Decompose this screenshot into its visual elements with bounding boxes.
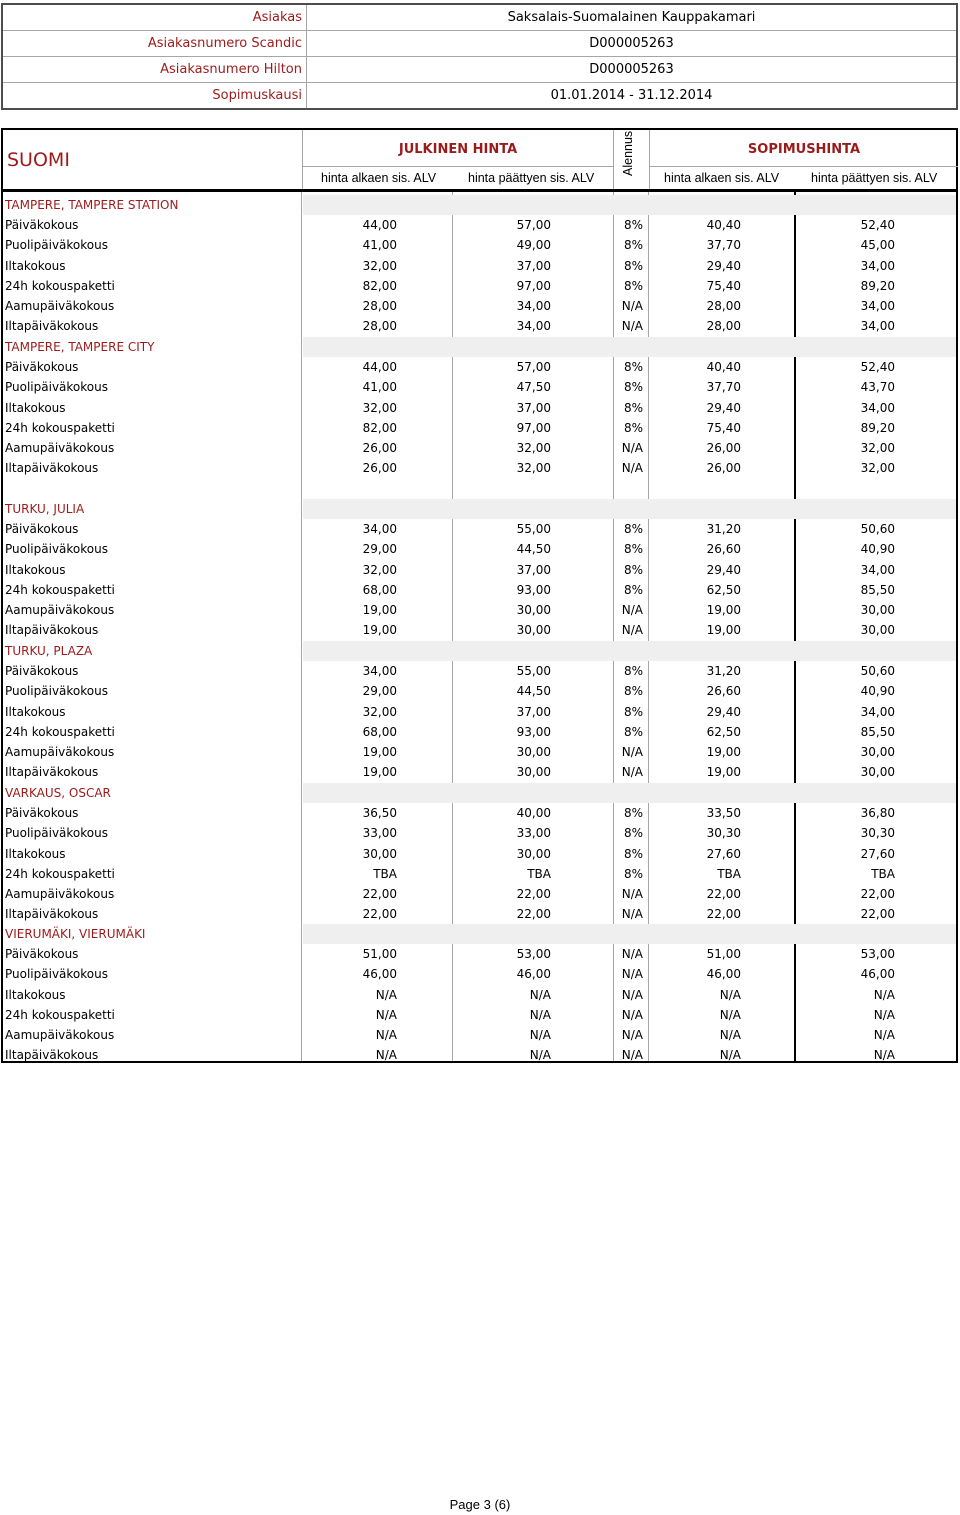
section-title-row bbox=[3, 499, 956, 519]
public-price-from: 19,00 bbox=[362, 745, 397, 759]
public-price-from: 19,00 bbox=[362, 765, 397, 780]
public-price-subheaders bbox=[303, 166, 613, 189]
price-row bbox=[3, 580, 956, 600]
contract-price-to: 32,00 bbox=[860, 441, 895, 455]
price-row bbox=[3, 964, 956, 984]
meeting-type: Aamupäiväkokous bbox=[5, 441, 115, 455]
section-title-row bbox=[3, 783, 956, 803]
contract-price-to: TBA bbox=[871, 866, 895, 881]
contract-price-from: TBA bbox=[717, 866, 741, 881]
contract-price-from: 40,40 bbox=[706, 218, 741, 233]
public-price-to: N/A bbox=[529, 987, 551, 1002]
discount: N/A bbox=[621, 461, 643, 476]
contract-price-subheaders bbox=[650, 166, 958, 189]
public-price-to: 93,00 bbox=[516, 582, 551, 597]
price-row bbox=[3, 458, 956, 478]
contract-price-to: 52,40 bbox=[860, 218, 895, 233]
public-price-to: 57,00 bbox=[516, 360, 551, 375]
public-price-to: 97,00 bbox=[516, 420, 551, 435]
section-title: VIERUMÄKI, VIERUMÄKI bbox=[5, 927, 146, 941]
public-price-from: 44,00 bbox=[362, 218, 397, 233]
discount: N/A bbox=[621, 441, 643, 455]
contract-price-from: 28,00 bbox=[706, 319, 741, 334]
meeting-type: 24h kokouspaketti bbox=[5, 1007, 115, 1022]
contract-price-to: 36,80 bbox=[860, 806, 895, 821]
public-price-to: 33,00 bbox=[516, 826, 551, 841]
public-price-from: 28,00 bbox=[362, 299, 397, 313]
discount: N/A bbox=[621, 623, 643, 638]
public-price-to: 57,00 bbox=[516, 218, 551, 233]
discount: 8% bbox=[623, 664, 643, 679]
contract-price-to: 53,00 bbox=[860, 947, 895, 962]
discount: N/A bbox=[621, 1007, 643, 1022]
discount: 8% bbox=[623, 360, 643, 375]
public-price-to: N/A bbox=[529, 1007, 551, 1022]
meeting-type: Iltakokous bbox=[5, 846, 66, 861]
contract-price-from: 31,20 bbox=[706, 522, 741, 537]
contract-price-from: 33,50 bbox=[706, 806, 741, 821]
contract-price-from: N/A bbox=[719, 987, 741, 1002]
meeting-type: Iltapäiväkokous bbox=[5, 907, 99, 922]
contract-price-to: 85,50 bbox=[860, 724, 895, 739]
public-price-to: 37,00 bbox=[516, 704, 551, 719]
public-price-from: 22,00 bbox=[362, 907, 397, 922]
public-price-to: N/A bbox=[529, 1028, 551, 1042]
price-row bbox=[3, 418, 956, 438]
info-label: Asiakas bbox=[2, 4, 307, 31]
contract-price-to: N/A bbox=[873, 1007, 895, 1022]
contract-price-to: 50,60 bbox=[860, 522, 895, 537]
public-price-from: 19,00 bbox=[362, 603, 397, 617]
meeting-type: Päiväkokous bbox=[5, 664, 79, 679]
public-price-to: 30,00 bbox=[516, 846, 551, 861]
discount: N/A bbox=[621, 745, 643, 759]
public-price-from: 34,00 bbox=[362, 664, 397, 679]
discount: 8% bbox=[623, 380, 643, 395]
section-title-row bbox=[3, 337, 956, 357]
contract-price-from: 31,20 bbox=[706, 664, 741, 679]
meeting-type: Päiväkokous bbox=[5, 218, 79, 233]
contract-price-from: 28,00 bbox=[706, 299, 741, 313]
discount: N/A bbox=[621, 967, 643, 982]
meeting-type: 24h kokouspaketti bbox=[5, 420, 115, 435]
contract-price-from: 27,60 bbox=[706, 846, 741, 861]
public-price-from: 34,00 bbox=[362, 522, 397, 537]
discount: 8% bbox=[623, 278, 643, 293]
contract-price-to: 50,60 bbox=[860, 664, 895, 679]
contract-price-to: 22,00 bbox=[860, 887, 895, 901]
contract-price-from: 30,30 bbox=[706, 826, 741, 841]
price-row bbox=[3, 944, 956, 964]
col-price-to: hinta päättyen sis. ALV bbox=[468, 171, 595, 185]
price-row bbox=[3, 844, 956, 864]
public-price-to: 37,00 bbox=[516, 400, 551, 415]
meeting-type: Iltapäiväkokous bbox=[5, 461, 99, 476]
price-row bbox=[3, 296, 956, 316]
contract-price-to: 30,00 bbox=[860, 623, 895, 638]
meeting-type: Iltapäiväkokous bbox=[5, 765, 99, 780]
price-row bbox=[3, 519, 956, 539]
public-price-from: N/A bbox=[375, 1048, 397, 1063]
contract-price-from: 19,00 bbox=[706, 603, 741, 617]
section-title-row bbox=[3, 924, 956, 944]
section-title: VARKAUS, OSCAR bbox=[5, 786, 111, 800]
public-price-from: N/A bbox=[375, 987, 397, 1002]
price-row bbox=[3, 1005, 956, 1025]
meeting-type: Aamupäiväkokous bbox=[5, 1028, 115, 1042]
country-title: SUOMI bbox=[3, 130, 303, 189]
price-row bbox=[3, 762, 956, 782]
discount: 8% bbox=[623, 238, 643, 253]
price-row bbox=[3, 661, 956, 681]
contract-price-to: 34,00 bbox=[860, 319, 895, 334]
price-row bbox=[3, 884, 956, 904]
section-title: TAMPERE, TAMPERE CITY bbox=[5, 340, 155, 354]
info-row bbox=[2, 57, 957, 83]
meeting-type: Iltakokous bbox=[5, 258, 66, 273]
public-price-from: 29,00 bbox=[362, 542, 397, 557]
public-price-from: 68,00 bbox=[362, 724, 397, 739]
discount-column-header bbox=[614, 130, 650, 189]
price-row bbox=[3, 398, 956, 418]
public-price-from: 26,00 bbox=[362, 441, 397, 455]
public-price-from: 44,00 bbox=[362, 360, 397, 375]
meeting-type: 24h kokouspaketti bbox=[5, 278, 115, 293]
price-row bbox=[3, 864, 956, 884]
meeting-type: Päiväkokous bbox=[5, 360, 79, 375]
public-price-to: N/A bbox=[529, 1048, 551, 1063]
discount: 8% bbox=[623, 522, 643, 537]
public-price-to: 22,00 bbox=[516, 907, 551, 922]
meeting-type: Iltakokous bbox=[5, 987, 66, 1002]
contract-price-from: 19,00 bbox=[706, 765, 741, 780]
public-price-from: 32,00 bbox=[362, 562, 397, 577]
meeting-type: Päiväkokous bbox=[5, 947, 79, 962]
meeting-type: Iltapäiväkokous bbox=[5, 623, 99, 638]
contract-price-to: 34,00 bbox=[860, 562, 895, 577]
discount: 8% bbox=[623, 866, 643, 881]
contract-price-to: 43,70 bbox=[860, 380, 895, 395]
contract-price-from: 26,00 bbox=[706, 461, 741, 476]
price-row bbox=[3, 235, 956, 255]
price-table-body bbox=[1, 192, 958, 1063]
public-price-from: 41,00 bbox=[362, 380, 397, 395]
public-price-to: 93,00 bbox=[516, 724, 551, 739]
contract-price-to: 30,00 bbox=[860, 765, 895, 780]
meeting-type: 24h kokouspaketti bbox=[5, 724, 115, 739]
price-row bbox=[3, 560, 956, 580]
price-row bbox=[3, 357, 956, 377]
info-label: Asiakasnumero Scandic bbox=[2, 31, 307, 57]
contract-price-from: N/A bbox=[719, 1007, 741, 1022]
col-price-from: hinta alkaen sis. ALV bbox=[664, 171, 780, 185]
public-price-to: 37,00 bbox=[516, 562, 551, 577]
public-price-from: 51,00 bbox=[362, 947, 397, 962]
contract-price-from: 40,40 bbox=[706, 360, 741, 375]
discount: N/A bbox=[621, 603, 643, 617]
public-price-to: 30,00 bbox=[516, 745, 551, 759]
section-title: TURKU, PLAZA bbox=[5, 644, 93, 658]
discount: N/A bbox=[621, 947, 643, 962]
discount: 8% bbox=[623, 684, 643, 699]
public-price-from: 22,00 bbox=[362, 887, 397, 901]
info-label: Asiakasnumero Hilton bbox=[2, 57, 307, 83]
public-price-from: 29,00 bbox=[362, 684, 397, 699]
discount: N/A bbox=[621, 987, 643, 1002]
contract-price-to: 34,00 bbox=[860, 400, 895, 415]
contract-price-from: 29,40 bbox=[706, 704, 741, 719]
price-row bbox=[3, 539, 956, 559]
contract-price-to: 30,00 bbox=[860, 745, 895, 759]
contract-price-to: 89,20 bbox=[860, 420, 895, 435]
contract-price-from: 29,40 bbox=[706, 400, 741, 415]
price-row bbox=[3, 823, 956, 843]
discount: N/A bbox=[621, 1028, 643, 1042]
section-title: TAMPERE, TAMPERE STATION bbox=[5, 198, 179, 212]
public-price-from: TBA bbox=[373, 866, 397, 881]
public-price-from: 28,00 bbox=[362, 319, 397, 334]
public-price-from: 82,00 bbox=[362, 278, 397, 293]
col-price-from: hinta alkaen sis. ALV bbox=[321, 171, 437, 185]
meeting-type: Aamupäiväkokous bbox=[5, 887, 115, 901]
meeting-type: Puolipäiväkokous bbox=[5, 684, 108, 699]
contract-price-to: N/A bbox=[873, 1028, 895, 1042]
price-row bbox=[3, 276, 956, 296]
contract-price-from: 75,40 bbox=[706, 420, 741, 435]
public-price-to: 55,00 bbox=[516, 664, 551, 679]
contract-price-from: 29,40 bbox=[706, 562, 741, 577]
public-price-to: 34,00 bbox=[516, 319, 551, 334]
contract-price-to: 34,00 bbox=[860, 258, 895, 273]
meeting-type: Aamupäiväkokous bbox=[5, 299, 115, 313]
contract-price-from: 62,50 bbox=[706, 582, 741, 597]
contract-price-from: 75,40 bbox=[706, 278, 741, 293]
public-price-title: JULKINEN HINTA bbox=[398, 142, 518, 157]
public-price-to: 30,00 bbox=[516, 623, 551, 638]
discount: 8% bbox=[623, 806, 643, 821]
public-price-to: 44,50 bbox=[516, 684, 551, 699]
contract-price-to: 32,00 bbox=[860, 461, 895, 476]
price-row bbox=[3, 985, 956, 1005]
discount: 8% bbox=[623, 562, 643, 577]
contract-price-from: N/A bbox=[719, 1028, 741, 1042]
info-value: D000005263 bbox=[307, 31, 958, 57]
discount-title: Alennus bbox=[621, 130, 635, 176]
price-row bbox=[3, 722, 956, 742]
public-price-from: 33,00 bbox=[362, 826, 397, 841]
discount: N/A bbox=[621, 907, 643, 922]
meeting-type: Puolipäiväkokous bbox=[5, 542, 108, 557]
contract-price-from: 37,70 bbox=[706, 380, 741, 395]
meeting-type: Iltapäiväkokous bbox=[5, 319, 99, 334]
meeting-type: Puolipäiväkokous bbox=[5, 967, 108, 982]
public-price-to: TBA bbox=[527, 866, 551, 881]
contract-price-to: 40,90 bbox=[860, 684, 895, 699]
info-value: Saksalais-Suomalainen Kauppakamari bbox=[307, 4, 958, 31]
contract-price-from: 26,60 bbox=[706, 542, 741, 557]
discount: 8% bbox=[623, 704, 643, 719]
info-row bbox=[2, 31, 957, 57]
price-row bbox=[3, 681, 956, 701]
contract-price-to: 30,00 bbox=[860, 603, 895, 617]
public-price-from: 82,00 bbox=[362, 420, 397, 435]
contract-price-to: 22,00 bbox=[860, 907, 895, 922]
discount: N/A bbox=[621, 319, 643, 334]
contract-price-from: 22,00 bbox=[706, 907, 741, 922]
discount: 8% bbox=[623, 542, 643, 557]
price-row bbox=[3, 377, 956, 397]
public-price-to: 32,00 bbox=[516, 441, 551, 455]
contract-price-to: 45,00 bbox=[860, 238, 895, 253]
discount: N/A bbox=[621, 1048, 643, 1063]
price-row bbox=[3, 1045, 956, 1065]
contract-price-from: 37,70 bbox=[706, 238, 741, 253]
contract-price-to: N/A bbox=[873, 1048, 895, 1063]
public-price-from: 19,00 bbox=[362, 623, 397, 638]
contract-price-from: 26,60 bbox=[706, 684, 741, 699]
public-price-to: 34,00 bbox=[516, 299, 551, 313]
price-row bbox=[3, 600, 956, 620]
contract-price-from: 62,50 bbox=[706, 724, 741, 739]
contract-price-from: 46,00 bbox=[706, 967, 741, 982]
contract-price-from: 51,00 bbox=[706, 947, 741, 962]
public-price-from: N/A bbox=[375, 1028, 397, 1042]
info-row bbox=[2, 4, 957, 31]
discount: 8% bbox=[623, 582, 643, 597]
meeting-type: 24h kokouspaketti bbox=[5, 582, 115, 597]
meeting-type: Iltakokous bbox=[5, 704, 66, 719]
public-price-from: N/A bbox=[375, 1007, 397, 1022]
contract-price-from: 19,00 bbox=[706, 623, 741, 638]
price-row bbox=[3, 1025, 956, 1045]
public-price-to: 55,00 bbox=[516, 522, 551, 537]
meeting-type: Iltakokous bbox=[5, 400, 66, 415]
meeting-type: Iltakokous bbox=[5, 562, 66, 577]
section-title-row bbox=[3, 195, 956, 215]
meeting-type: Aamupäiväkokous bbox=[5, 745, 115, 759]
public-price-from: 36,50 bbox=[362, 806, 397, 821]
section-title-row bbox=[3, 641, 956, 661]
contract-price-to: 30,30 bbox=[860, 826, 895, 841]
public-price-from: 32,00 bbox=[362, 704, 397, 719]
discount: N/A bbox=[621, 765, 643, 780]
discount: 8% bbox=[623, 258, 643, 273]
info-value: D000005263 bbox=[307, 57, 958, 83]
contract-price-to: 46,00 bbox=[860, 967, 895, 982]
contract-price-to: N/A bbox=[873, 987, 895, 1002]
price-row bbox=[3, 620, 956, 640]
discount: 8% bbox=[623, 420, 643, 435]
meeting-type: Päiväkokous bbox=[5, 522, 79, 537]
public-price-to: 30,00 bbox=[516, 765, 551, 780]
public-price-to: 37,00 bbox=[516, 258, 551, 273]
col-price-to: hinta päättyen sis. ALV bbox=[811, 171, 938, 185]
contract-price-to: 89,20 bbox=[860, 278, 895, 293]
public-price-to: 97,00 bbox=[516, 278, 551, 293]
contract-price-from: 29,40 bbox=[706, 258, 741, 273]
meeting-type: 24h kokouspaketti bbox=[5, 866, 115, 881]
discount: N/A bbox=[621, 299, 643, 313]
contract-price-to: 40,90 bbox=[860, 542, 895, 557]
customer-info-table bbox=[1, 3, 958, 110]
public-price-to: 32,00 bbox=[516, 461, 551, 476]
price-row bbox=[3, 438, 956, 458]
public-price-to: 22,00 bbox=[516, 887, 551, 901]
public-price-group bbox=[303, 130, 614, 189]
contract-price-title: SOPIMUSHINTA bbox=[747, 142, 861, 157]
public-price-from: 30,00 bbox=[362, 846, 397, 861]
contract-price-to: 52,40 bbox=[860, 360, 895, 375]
public-price-to: 49,00 bbox=[516, 238, 551, 253]
price-row bbox=[3, 316, 956, 336]
contract-price-from: 26,00 bbox=[706, 441, 741, 455]
meeting-type: Puolipäiväkokous bbox=[5, 238, 108, 253]
contract-price-to: 34,00 bbox=[860, 704, 895, 719]
discount: N/A bbox=[621, 887, 643, 901]
price-row bbox=[3, 215, 956, 235]
public-price-from: 32,00 bbox=[362, 400, 397, 415]
discount: 8% bbox=[623, 724, 643, 739]
meeting-type: Päiväkokous bbox=[5, 806, 79, 821]
public-price-from: 26,00 bbox=[362, 461, 397, 476]
public-price-from: 46,00 bbox=[362, 967, 397, 982]
price-row bbox=[3, 742, 956, 762]
price-table-header bbox=[1, 128, 958, 192]
contract-price-from: N/A bbox=[719, 1048, 741, 1063]
discount: 8% bbox=[623, 218, 643, 233]
info-label: Sopimuskausi bbox=[2, 83, 307, 110]
contract-price-to: 34,00 bbox=[860, 299, 895, 313]
public-price-to: 30,00 bbox=[516, 603, 551, 617]
info-row bbox=[2, 83, 957, 110]
section-title: TURKU, JULIA bbox=[5, 502, 85, 516]
public-price-to: 40,00 bbox=[516, 806, 551, 821]
public-price-from: 32,00 bbox=[362, 258, 397, 273]
public-price-to: 46,00 bbox=[516, 967, 551, 982]
contract-price-from: 22,00 bbox=[706, 887, 741, 901]
info-value: 01.01.2014 - 31.12.2014 bbox=[307, 83, 958, 110]
meeting-type: Iltapäiväkokous bbox=[5, 1048, 99, 1063]
public-price-to: 44,50 bbox=[516, 542, 551, 557]
contract-price-to: 85,50 bbox=[860, 582, 895, 597]
public-price-from: 68,00 bbox=[362, 582, 397, 597]
contract-price-group bbox=[650, 130, 958, 189]
public-price-from: 41,00 bbox=[362, 238, 397, 253]
contract-price-to: 27,60 bbox=[860, 846, 895, 861]
page-number: Page 3 (6) bbox=[449, 1497, 511, 1512]
discount: 8% bbox=[623, 400, 643, 415]
public-price-to: 47,50 bbox=[516, 380, 551, 395]
discount: 8% bbox=[623, 846, 643, 861]
price-row bbox=[3, 702, 956, 722]
price-row bbox=[3, 904, 956, 924]
contract-price-from: 19,00 bbox=[706, 745, 741, 759]
meeting-type: Puolipäiväkokous bbox=[5, 380, 108, 395]
price-row bbox=[3, 256, 956, 276]
meeting-type: Aamupäiväkokous bbox=[5, 603, 115, 617]
meeting-type: Puolipäiväkokous bbox=[5, 826, 108, 841]
discount: 8% bbox=[623, 826, 643, 841]
public-price-to: 53,00 bbox=[516, 947, 551, 962]
price-row bbox=[3, 803, 956, 823]
